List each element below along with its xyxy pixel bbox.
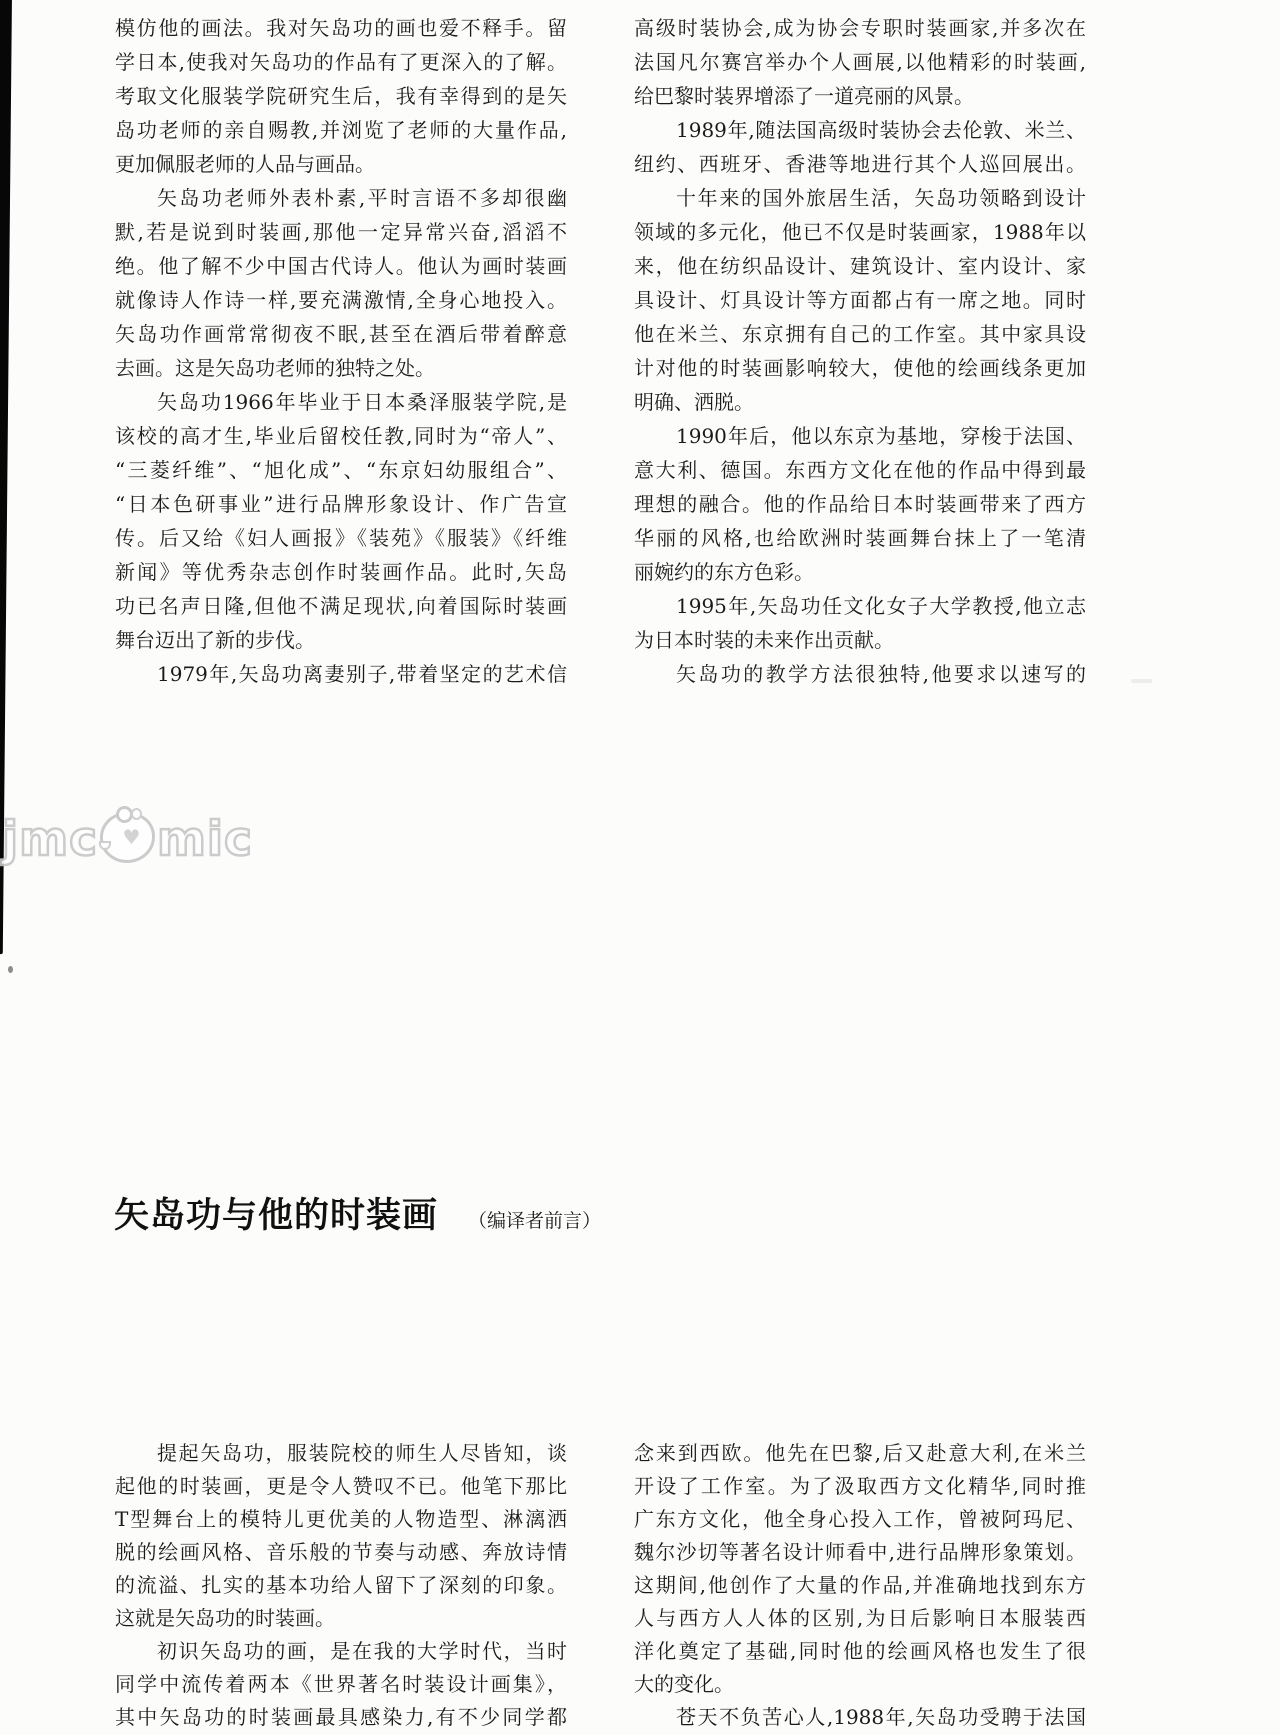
text-line: 学日本,使我对矢岛功的作品有了更深入的了解。 [115,50,567,74]
title-row [114,1188,601,1238]
text-line: 矢岛功作画常常彻夜不眠,甚至在酒后带着醉意 [115,322,567,346]
text-line: 给巴黎时装界增添了一道亮丽的风景。 [634,84,974,108]
text-line: 该校的高才生,毕业后留校任教,同时为“帝人”、 [115,424,567,448]
text-line: 具设计、灯具设计等方面都占有一席之地。同时 [634,288,1086,312]
top-right-column [634,11,1086,691]
text-line: 去画。这是矢岛功老师的独特之处。 [115,356,435,380]
text-line: 1995年,矢岛功任文化女子大学教授,他立志 [676,594,1086,618]
text-line: 其中矢岛功的时装画最具感染力,有不少同学都 [115,1705,567,1729]
text-line: 法国凡尔赛宫举办个人画展,以他精彩的时装画, [634,50,1086,74]
text-line: 理想的融合。他的作品给日本时装画带来了西方 [634,492,1086,516]
text-line: 广东方文化，他全身心投入工作，曾被阿玛尼、 [634,1507,1086,1531]
text-line: 的流溢、扎实的基本功给人留下了深刻的印象。 [115,1573,567,1597]
text-line: 1979年,矢岛功离妻别子,带着坚定的艺术信 [157,662,567,686]
bird-beak [99,841,111,850]
text-line: 苍天不负苦心人,1988年,矢岛功受聘于法国 [676,1705,1086,1729]
page-title: 矢岛功与他的时装画 [114,1196,439,1236]
text-line: 纽约、西班牙、香港等地进行其个人巡回展出。 [634,152,1086,176]
text-line: 1989年,随法国高级时装协会去伦敦、米兰、 [676,118,1086,142]
jmcomic-watermark [2,810,253,868]
scan-speck [8,966,13,973]
text-line: 魏尔沙切等著名设计师看中,进行品牌形象策划。 [634,1540,1086,1564]
bird-face-icon [100,812,155,863]
text-line: 1990年后，他以东京为基地，穿梭于法国、 [676,424,1086,448]
text-line: 华丽的风格,也给欧洲时装画舞台抹上了一笔清 [634,526,1086,550]
text-line: 舞台迈出了新的步伐。 [115,628,315,652]
text-line: 绝。他了解不少中国古代诗人。他认为画时装画 [115,254,567,278]
text-line: 岛功老师的亲自赐教,并浏览了老师的大量作品, [115,118,567,142]
text-line: 明确、洒脱。 [634,390,754,414]
text-line: 默,若是说到时装画,那他一定异常兴奋,滔滔不 [115,220,567,244]
text-line: 人与西方人人体的区别,为日后影响日本服装西 [634,1606,1086,1630]
text-line: 功已名声日隆,但他不满足现状,向着国际时装画 [115,594,567,618]
text-line: 为日本时装的未来作出贡献。 [634,628,894,652]
text-line: 这期间,他创作了大量的作品,并准确地找到东方 [634,1573,1086,1597]
text-line: 提起矢岛功，服装院校的师生人尽皆知，谈 [157,1441,567,1465]
bottom-left-column [115,1437,567,1734]
text-line: 矢岛功的教学方法很独特,他要求以速写的 [676,662,1086,686]
text-line: 传。后又给《妇人画报》《装苑》《服装》《纤维 [115,526,567,550]
text-line: 意大利、德国。东西方文化在他的作品中得到最 [634,458,1086,482]
text-line: 矢岛功1966年毕业于日本桑泽服装学院,是 [157,390,567,414]
text-line: 洋化奠定了基础,同时他的绘画风格也发生了很 [634,1639,1086,1663]
text-line: “日本色研事业”进行品牌形象设计、作广告宣 [115,492,567,516]
text-line: 初识矢岛功的画，是在我的大学时代，当时 [157,1639,567,1663]
bottom-right-column [634,1437,1086,1734]
text-line: 念来到西欧。他先在巴黎,后又赴意大利,在米兰 [634,1441,1086,1465]
text-line: 起他的时装画，更是令人赞叹不已。他笔下那比 [115,1474,567,1498]
text-line: 更加佩服老师的人品与画品。 [115,152,375,176]
watermark-text-right: mic [156,811,253,867]
text-line: 大的变化。 [634,1672,734,1696]
text-line: 这就是矢岛功的时装画。 [115,1606,335,1630]
text-line: 新闻》等优秀杂志创作时装画作品。此时,矢岛 [115,560,567,584]
text-line: 丽婉约的东方色彩。 [634,560,814,584]
scan-smudge [1131,679,1152,683]
watermark-text-left: jmc [2,811,98,867]
text-line: 他在米兰、东京拥有自己的工作室。其中家具设 [634,322,1086,346]
text-line: 就像诗人作诗一样,要充满激情,全身心地投入。 [115,288,567,312]
text-line: T型舞台上的模特儿更优美的人物造型、淋漓洒 [115,1507,567,1531]
text-line: 开设了工作室。为了汲取西方文化精华,同时推 [634,1474,1086,1498]
text-line: 来，他在纺织品设计、建筑设计、室内设计、家 [634,254,1086,278]
text-line: 脱的绘画风格、音乐般的节奏与动感、奔放诗情 [115,1540,567,1564]
top-left-column [115,11,567,691]
text-line: 模仿他的画法。我对矢岛功的画也爱不释手。留 [115,16,567,40]
text-line: 同学中流传着两本《世界著名时装设计画集》， [115,1672,567,1696]
text-line: 高级时装协会,成为协会专职时装画家,并多次在 [634,16,1086,40]
text-line: 矢岛功老师外表朴素,平时言语不多却很幽 [157,186,567,210]
text-line: “三菱纤维”、“旭化成”、“东京妇幼服组合”、 [115,458,567,482]
text-line: 考取文化服装学院研究生后，我有幸得到的是矢 [115,84,567,108]
heart-icon: ♥ [122,825,141,849]
title-annotation: （编译者前言） [468,1210,602,1232]
text-line: 计对他的时装画影响较大，使他的绘画线条更加 [634,356,1086,380]
text-line: 十年来的国外旅居生活，矢岛功领略到设计 [676,186,1086,210]
text-line: 领域的多元化，他已不仅是时装画家，1988年以 [634,220,1086,244]
